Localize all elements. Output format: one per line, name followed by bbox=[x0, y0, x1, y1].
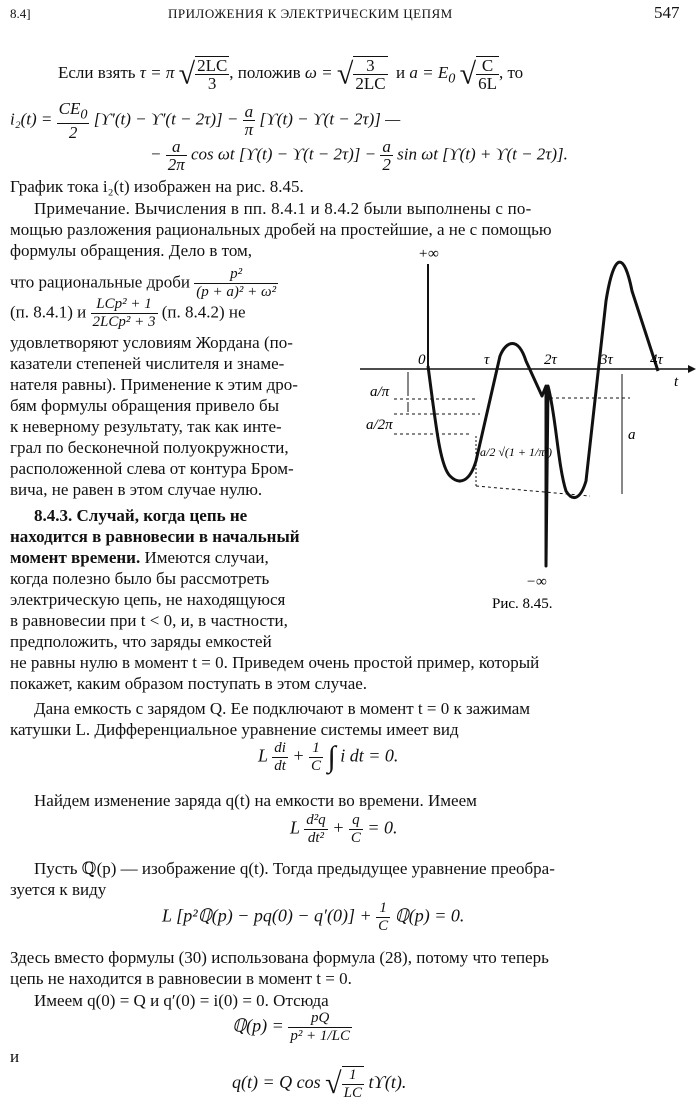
para3: Найдем изменение заряда q(t) на емкости во времени. Имеем bbox=[34, 791, 477, 810]
eq-top-line: Если взять τ = π √ $\frac{2LC}{3}$ , положив ω = √ $\frac{3}{2LC}$ и $a = E_0$ √ $\frac{C}{6L}$ , то bbox=[58, 56, 524, 93]
section-line-8: не равны нулю в момент t = 0. Приведем очень простой пример, который bbox=[10, 653, 540, 672]
para2-line-1: Дана емкость с зарядом Q. Ее подключают в момент t = 0 к зажимам bbox=[34, 699, 531, 718]
eq-i2-rhs2: [ϒ(t) − ϒ(t − 2τ)] — bbox=[259, 109, 401, 129]
a-over-2pi-label: a/2π bbox=[366, 417, 393, 433]
page-number: 547 bbox=[654, 3, 680, 22]
note-line-5a: (п. 8.4.1) и bbox=[10, 302, 87, 322]
eq-image-tail: ℚ(p) = 0. bbox=[394, 905, 465, 926]
section-heading-2: находится в равновесии в начальный bbox=[10, 527, 300, 546]
note-line-12: расположенной слева от контура Бром- bbox=[10, 459, 294, 478]
para4-line-1: Пусть ℚ(p) — изображение q(t). Тогда предыдущее уравнение преобра- bbox=[34, 859, 555, 878]
eq-image-lhs: L [p²ℚ(p) − pq(0) − q′(0)] + bbox=[162, 905, 372, 926]
note-line-10: к неверному результату, так как инте- bbox=[10, 417, 282, 436]
para2-line-2: катушки L. Дифференциальное уравнение системы имеет вид bbox=[10, 720, 459, 739]
note-line-6: удовлетворяют условиям Жордана (по- bbox=[10, 333, 293, 352]
eq-top-then: , то bbox=[498, 62, 524, 82]
eq-final-rhs: tϒ(t). bbox=[368, 1072, 407, 1093]
eq-Q: ℚ(p) = $\frac{pQ}{\text{p² + 1/LC}}$ bbox=[232, 1010, 350, 1044]
min-level bbox=[476, 486, 590, 496]
eq-final-lhs: q(t) = Q cos bbox=[232, 1072, 321, 1093]
and-word: и bbox=[10, 1047, 20, 1066]
note-line-11: грал по бесконечной полуокружности, bbox=[10, 438, 289, 457]
note-line-4-text: что рациональные дроби bbox=[10, 272, 190, 292]
section-heading-1: 8.4.3. Случай, когда цепь не bbox=[34, 506, 248, 525]
section-line-9: покажет, каким образом поступать в этом случае. bbox=[10, 674, 368, 693]
eq-Q-lhs: ℚ(p) = bbox=[232, 1015, 284, 1036]
eq-i2-line2a: cos ωt [ϒ(t) − ϒ(t − 2τ)] − bbox=[191, 144, 377, 164]
section-line-6: в равновесии при t < 0, и, в частности, bbox=[10, 611, 288, 630]
amplitude-label: a/2 √(1 + 1/π²) bbox=[480, 445, 552, 459]
a-label: a bbox=[628, 427, 636, 443]
para4-line-2: зуется к виду bbox=[10, 880, 107, 899]
section-number: 8.4] bbox=[10, 6, 31, 21]
section-line-7: предположить, что заряды емкостей bbox=[10, 632, 272, 651]
section-line-4: когда полезно было бы рассмотреть bbox=[10, 569, 270, 588]
eq-i2-line1: i₂(t) = $\frac{CE_0}{2}$ [ϒ′(t) − ϒ′(t − 2τ)] − $\frac{a}{\pi}$ [ϒ(t) − ϒ(t − 2τ)] — bbox=[10, 99, 401, 143]
note-line-4: что рациональные дроби $\frac{\text{p²}}{\text{(p + a)² + ω²}}$ bbox=[10, 266, 277, 300]
eq-i2-line2b: sin ωt [ϒ(t) + ϒ(t − 2τ)]. bbox=[397, 144, 568, 164]
note-line-5: (п. 8.4.1) и $\frac{\text{LCp² + 1}}{\text{2LCp² + 3}}$ (п. 8.4.2) не bbox=[10, 296, 246, 330]
para5-line-3: Имеем q(0) = Q и q′(0) = i(0) = 0. Отсюда bbox=[34, 991, 329, 1010]
para5-line-2: цепь не находится в равновесии в момент t = 0. bbox=[10, 969, 352, 988]
figure-caption: Рис. 8.45. bbox=[492, 596, 553, 612]
eq-i2-lhs: i₂(t) = bbox=[10, 109, 53, 129]
eq-top-prefix: Если взять bbox=[58, 62, 136, 82]
eq-charge: L $\frac{\text{d²q}}{\text{dt²}}$ + $\frac{q}{C}$ = 0. bbox=[290, 812, 398, 846]
figure-8-45 bbox=[360, 236, 696, 616]
note-line-2: мощью разложения рациональных дробей на простейшие, а не с помощью bbox=[10, 220, 552, 239]
tick-2tau: 2τ bbox=[544, 352, 557, 368]
running-title: ПРИЛОЖЕНИЯ К ЭЛЕКТРИЧЕСКИМ ЦЕПЯМ bbox=[168, 6, 453, 21]
tick-tau: τ bbox=[484, 352, 490, 368]
eq-differential-tail: i dt = 0. bbox=[340, 745, 399, 766]
eq-differential: L $\frac{di}{dt}$ + $\frac{1}{C}$ ∫ i dt = 0. bbox=[258, 740, 399, 774]
eq-charge-tail: = 0. bbox=[367, 817, 398, 838]
eq-top-and: и bbox=[396, 62, 406, 82]
tick-3tau: 3τ bbox=[600, 352, 613, 368]
graph-reference: График тока i₂(t) изображен на рис. 8.45. bbox=[10, 177, 304, 196]
eq-top-middle: , положив bbox=[229, 62, 301, 82]
eq-i2-rhs1: [ϒ′(t) − ϒ′(t − 2τ)] − bbox=[93, 109, 239, 129]
para5-line-1: Здесь вместо формулы (30) использована формула (28), потому что теперь bbox=[10, 948, 549, 967]
tick-zero: 0 bbox=[418, 352, 426, 368]
section-heading-3: момент времени. bbox=[10, 548, 141, 567]
note-line-1: Примечание. Вычисления в пп. 8.4.1 и 8.4.2 были выполнены с по- bbox=[34, 199, 532, 218]
tick-4tau: 4τ bbox=[650, 352, 663, 368]
note-line-9: бям формулы обращения привело бы bbox=[10, 396, 280, 415]
section-line-5: электрическую цепь, не находящуюся bbox=[10, 590, 286, 609]
eq-image: L [p²ℚ(p) − pq(0) − q′(0)] + $\frac{1}{C}$ ℚ(p) = 0. bbox=[162, 900, 465, 934]
eq-final: q(t) = Q cos √ $\frac{1}{LC}$ tϒ(t). bbox=[232, 1067, 407, 1101]
note-line-5b: (п. 8.4.2) не bbox=[161, 302, 246, 322]
note-line-8: нателя равны). Применение к этим дро- bbox=[10, 375, 298, 394]
note-line-3: формулы обращения. Дело в том, bbox=[10, 241, 253, 260]
minus-infinity-label: −∞ bbox=[526, 574, 547, 590]
a-over-pi-label: a/π bbox=[370, 384, 390, 400]
note-line-13: вича, не равен в этом случае нулю. bbox=[10, 480, 263, 499]
note-line-7: казатели степеней числителя и знаме- bbox=[10, 354, 285, 373]
section-text-3: Имеются случаи, bbox=[140, 548, 269, 567]
section-line-3 bbox=[10, 547, 269, 568]
eq-i2-line2: − $\frac{a}{2\pi}$ cos ωt [ϒ(t) − ϒ(t − 2τ)] − $\frac{a}{2}$ sin ωt [ϒ(t) + ϒ(t − 2τ)]. bbox=[150, 137, 568, 174]
plus-infinity-label: +∞ bbox=[418, 246, 439, 262]
t-axis-arrow bbox=[688, 365, 696, 373]
t-axis-label: t bbox=[674, 374, 679, 390]
